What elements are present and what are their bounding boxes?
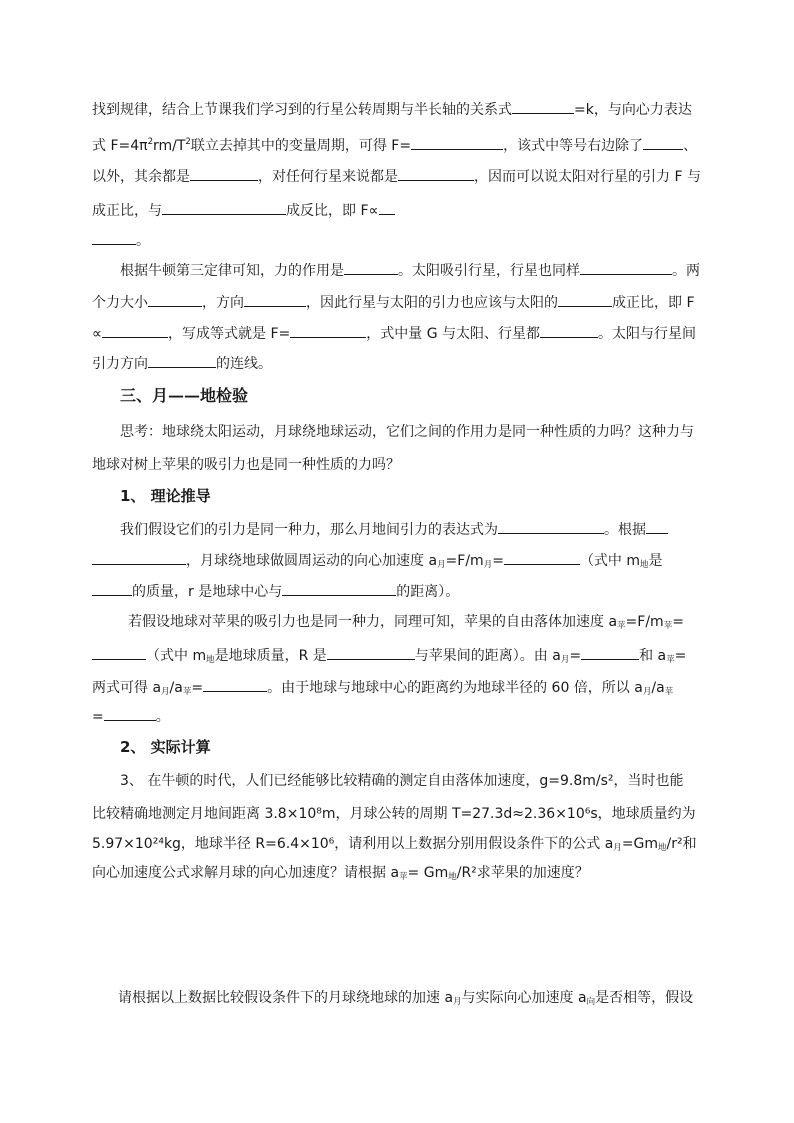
sub2-line4: 向心加速度公式求解月球的向心加速度？请根据 $a_苹= Gm_地/R^2$求苹果的加速度？: [92, 865, 589, 882]
blank[interactable]: [581, 644, 639, 660]
blank[interactable]: [411, 134, 503, 150]
sub2-line3: 5.97×10²⁴kg，地球半径 R=6.4×10⁶，请利用以上数据分别用假设条件下的公式 $a_月=Gm_地/r^2$和: [92, 836, 697, 853]
blank[interactable]: [379, 199, 395, 215]
subsection-title: 1、 理论推导: [120, 487, 211, 505]
p2-line1: 根据牛顿第三定律可知，力的作用是 。太阳吸引行星，行星也同样 。两: [120, 259, 700, 281]
p2-line4: 引力方向 的连线。: [92, 352, 272, 374]
p2-line2: 个力大小 ，方向 ，因此行星与太阳的引力也应该与太阳的 成正比，即 F: [92, 291, 695, 313]
blank[interactable]: [244, 291, 306, 307]
blank[interactable]: [344, 259, 398, 275]
blank[interactable]: [580, 259, 672, 275]
sub1-line1: 我们假设它们的引力是同一种力，那么月地间引力的表达式为 。根据: [120, 518, 668, 540]
blank[interactable]: [504, 549, 580, 565]
p1-line5: 。: [92, 229, 150, 251]
sub2-line1: 3、 在牛顿的时代，人们已经能够比较精确的测定自由落体加速度，g=9.8m/s²，当时也能: [120, 773, 684, 789]
think-line2: 地球对树上苹果的吸引力也是同一种性质的力吗？: [92, 457, 400, 473]
blank[interactable]: [558, 291, 612, 307]
section-title: 三、月——地检验: [120, 386, 249, 405]
p1-line4: 成正比，与 成反比，即 F∝: [92, 199, 395, 221]
blank[interactable]: [148, 291, 202, 307]
blank[interactable]: [498, 518, 604, 534]
blank[interactable]: [92, 644, 146, 660]
blank[interactable]: [290, 322, 366, 338]
subsection-title: 2、 实际计算: [120, 738, 211, 756]
blank[interactable]: [104, 705, 156, 721]
sub2-line2: 比较精确地测定月地间距离 3.8×10⁸m，月球公转的周期 T=27.3d≈2.36×10⁶s，地球质量约为: [92, 806, 696, 822]
blank[interactable]: [162, 199, 286, 215]
think-line1: 思考：地球绕太阳运动，月球绕地球运动，它们之间的作用力是同一种性质的力吗？这种力与: [120, 424, 694, 440]
blank[interactable]: [512, 98, 574, 114]
blank[interactable]: [92, 580, 132, 596]
sub1-line2: ，月球绕地球做圆周运动的向心加速度 $a_月=F/m_月=$ （式中 $m_地$是: [92, 549, 663, 575]
blank[interactable]: [327, 644, 415, 660]
blank[interactable]: [190, 165, 258, 181]
blank[interactable]: [282, 580, 396, 596]
sub1-line3: 的质量，r 是地球中心与 的距离）。: [92, 580, 459, 602]
p1-line3: 以外，其余都是 ，对任何行星来说都是 ，因而可以说太阳对行星的引力 F 与: [92, 165, 701, 187]
p1-line2: 式 $F=4\pi^2rm/T^2$联立去掉其中的变量周期，可得 F= ，该式中等号右边除了 、: [92, 132, 697, 156]
blank[interactable]: [646, 518, 668, 534]
blank[interactable]: [148, 352, 216, 368]
blank[interactable]: [643, 134, 683, 150]
sub1-line6: 两式可得 $a_月/a_苹=$ 。由于地球与地球中心的距离约为地球半径的 60 倍，所以 $a_月/a_苹$: [92, 676, 673, 702]
p1-line1: 找到规律，结合上节课我们学习到的行星公转周期与半长轴的关系式 =k，与向心力表达: [92, 98, 692, 120]
sub1-line4: 若假设地球对苹果的吸引力也是同一种力，同理可知，苹果的自由落体加速度 $a_苹=F/m_苹=$: [128, 614, 684, 631]
blank[interactable]: [92, 549, 186, 565]
blank[interactable]: [203, 676, 267, 692]
blank[interactable]: [398, 165, 474, 181]
blank[interactable]: [540, 322, 598, 338]
p2-line3: ∝ ，写成等式就是 F= ，式中量 G 与太阳、行星都 。太阳与行星间: [92, 322, 696, 344]
final-line: 请根据以上数据比较假设条件下的月球绕地球的加速 $a_月$与实际向心加速度 $a_向$是否相等，假设: [118, 990, 694, 1007]
sub1-line5: （式中 $m_地$是地球质量，R 是 与苹果间的距离）。由 $a_月=$ 和 $a_苹=$: [92, 644, 686, 670]
sub1-line7: = 。: [92, 705, 170, 727]
blank[interactable]: [102, 322, 168, 338]
blank[interactable]: [92, 229, 136, 245]
